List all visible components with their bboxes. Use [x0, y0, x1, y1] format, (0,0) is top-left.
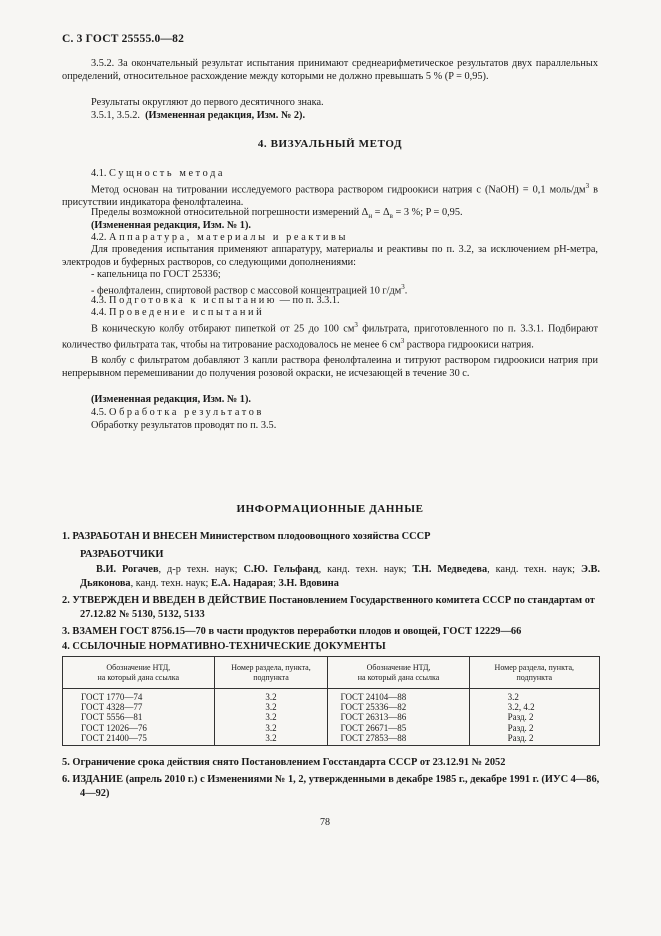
- paragraph-rounding: Результаты округляют до первого десятичного знака.: [91, 97, 324, 108]
- info-item-3: 3. ВЗАМЕН ГОСТ 8756.15—70 в части продуктов переработки плодов и овощей, ГОСТ 12229—66: [62, 626, 522, 637]
- section-4-title: 4. ВИЗУАЛЬНЫЙ МЕТОД: [257, 138, 403, 150]
- page-number: 78: [320, 817, 330, 828]
- superscript-3: 3: [585, 182, 590, 190]
- info-item-2: 2. УТВЕРЖДЕН И ВВЕДЕН В ДЕЙСТВИЕ Постановлением Государственного комитета СССР по стандартам от 27.12.82 № 5130, 5132, 5133: [62, 595, 595, 620]
- developer-2-title: , канд. техн. наук;: [318, 564, 413, 575]
- info-title: ИНФОРМАЦИОННЫЕ ДАННЫЕ: [236, 503, 424, 515]
- table-header-cell: Номер раздела, пункта, подпункта: [469, 657, 599, 689]
- clause-4-3-number: 4.3.: [91, 295, 107, 306]
- developers-list: [80, 563, 600, 591]
- clause-4-5-title: Обработка результатов: [109, 407, 264, 418]
- edit-note-prefix: 3.5.1, 3.5.2.: [91, 110, 140, 121]
- developer-4: Э.В. Дьяконова: [80, 564, 600, 589]
- limits-sub-v: в: [389, 212, 393, 221]
- table-cell: Разд. 2: [469, 712, 599, 722]
- clause-4-2-title: Аппаратура, материалы и реактивы: [109, 232, 349, 243]
- table-cell: 3.2: [214, 689, 328, 703]
- clause-4-2-text: Для проведения испытания применяют аппаратуру, материалы и реактивы по п. 3.2, за исключением pH-метра, электродов и буферных растворов, со следующими дополнениями:: [62, 244, 598, 268]
- clause-4-4-number: 4.4.: [91, 307, 107, 318]
- clause-4-5-text: Обработку результатов проводят по п. 3.5.: [91, 420, 277, 431]
- table-cell: ГОСТ 24104—88: [328, 689, 469, 703]
- table-cell: 3.2: [214, 733, 328, 746]
- table-cell: 3.2: [214, 723, 328, 733]
- clause-4-2-item-1: - капельница по ГОСТ 25336;: [91, 269, 221, 280]
- table-row: [63, 712, 600, 722]
- developer-6: З.Н. Вдовина: [278, 578, 339, 589]
- superscript-3: 3: [400, 337, 405, 346]
- edit-note-3-5: [62, 109, 598, 122]
- clause-4-4-text-a: В коническую колбу отбирают пипеткой от 25 до 100 см: [91, 323, 355, 335]
- table-cell: ГОСТ 26671—85: [328, 723, 469, 733]
- table-header-cell: Обозначение НТД, на который дана ссылка: [328, 657, 469, 689]
- clause-4-5-heading: [62, 406, 598, 419]
- table-cell: ГОСТ 26313—86: [328, 712, 469, 722]
- table-header-cell: Обозначение НТД, на который дана ссылка: [63, 657, 215, 689]
- table-row: [63, 723, 600, 733]
- table-cell: Разд. 2: [469, 733, 599, 746]
- clause-4-4-edit-note: (Измененная редакция, Изм. № 1).: [91, 394, 251, 405]
- table-row: [63, 733, 600, 746]
- info-item-1: 1. РАЗРАБОТАН И ВНЕСЕН Министерством плодоовощного хозяйства СССР: [62, 531, 431, 542]
- table-cell: ГОСТ 21400—75: [63, 733, 215, 746]
- table-cell: 3.2: [214, 712, 328, 722]
- table-header-cell: Номер раздела, пункта, подпункта: [214, 657, 328, 689]
- clause-4-1-text-a: Метод основан на титровании исследуемого раствора раствором гидроокиси натрия c (NaOH) = 0,1 моль/дм: [91, 184, 586, 196]
- clause-4-4-text-b: фильтрата, приготовленного по п. 3.3.1. Подбирают количество фильтрата так, чтобы на титрование расходовалось не менее 6 см: [62, 323, 598, 351]
- paragraph-3-5-2-text: 3.5.2. За окончательный результат испытания принимают среднеарифметическое результатов двух параллельных определений, относительное расхождение между которыми не должно превышать 5 % (P = 0,95).: [62, 58, 598, 82]
- clause-4-1-heading: [62, 167, 598, 180]
- developer-5: Е.А. Надарая: [210, 578, 273, 589]
- table-row: [63, 702, 600, 712]
- clause-4-3-rest: — по п. 3.3.1.: [277, 295, 340, 306]
- developer-1: В.И. Рогачев: [96, 564, 159, 575]
- info-item-6: 6. ИЗДАНИЕ (апрель 2010 г.) с Изменениями № 1, 2, утвержденными в декабре 1985 г., декабре 1991 г. (ИУС 4—86, 4—92): [62, 774, 600, 799]
- table-cell: 3.2: [214, 702, 328, 712]
- table-cell: ГОСТ 12026—76: [63, 723, 215, 733]
- developer-4-title: , канд. техн. наук;: [130, 578, 211, 589]
- edit-note-text: (Измененная редакция, Изм. № 2).: [145, 110, 306, 121]
- clause-4-4-text-c: раствора гидроокиси натрия.: [404, 339, 534, 351]
- superscript-3: 3: [354, 321, 358, 329]
- developer-1-title: , д-р техн. наук;: [158, 564, 244, 575]
- table-cell: ГОСТ 25336—82: [328, 702, 469, 712]
- table-cell: 3.2, 4.2: [469, 702, 599, 712]
- clause-4-1-title: Сущность метода: [109, 168, 226, 179]
- clause-4-1-edit-note: (Измененная редакция, Изм. № 1).: [91, 220, 251, 231]
- clause-4-4-title: Проведение испытаний: [109, 307, 265, 318]
- clause-4-5-number: 4.5.: [91, 407, 107, 418]
- table-cell: ГОСТ 5556—81: [63, 712, 215, 722]
- reference-table: [62, 656, 600, 746]
- item-2-end: .: [404, 285, 408, 297]
- clause-4-4-text: [62, 319, 598, 352]
- paragraph-3-5-2: [62, 57, 598, 83]
- developers-title: РАЗРАБОТЧИКИ: [80, 549, 164, 560]
- info-item-5: 5. Ограничение срока действия снято Постановлением Госстандарта СССР от 23.12.91 № 2052: [62, 757, 506, 768]
- clause-4-1-number: 4.1.: [91, 168, 107, 179]
- clause-4-4-text-2: В колбу с фильтратом добавляют 3 капли раствора фенолфталеина и титруют раствором гидроокиси натрия при непрерывном перемешивании до получения розовой окраски, не исчезающей в течение 30 с.: [62, 355, 598, 379]
- developer-2: С.Ю. Гельфанд: [243, 564, 319, 575]
- info-item-4: 4. ССЫЛОЧНЫЕ НОРМАТИВНО-ТЕХНИЧЕСКИЕ ДОКУМЕНТЫ: [62, 641, 386, 652]
- developer-3-title: , канд. техн. наук;: [487, 564, 581, 575]
- table-header-row: [63, 657, 600, 689]
- limits-text: Пределы возможной относительной погрешности измерений Δ: [91, 207, 369, 218]
- limits-end: = 3 %; P = 0,95.: [392, 207, 463, 218]
- limits-mid: = Δ: [372, 207, 390, 218]
- superscript-3: 3: [401, 283, 405, 291]
- item-2-text: - фенолфталеин, спиртовой раствор с массовой концентрацией 10 г/дм: [91, 285, 402, 297]
- developer-3: Т.Н. Медведева: [412, 564, 488, 575]
- clause-4-4-heading: [62, 306, 598, 319]
- developer-5-sep: ;: [272, 578, 279, 589]
- clause-4-1-text: [62, 180, 598, 209]
- clause-4-2-number: 4.2.: [91, 232, 107, 243]
- table-cell: Разд. 2: [469, 723, 599, 733]
- table-cell: ГОСТ 27853—88: [328, 733, 469, 746]
- limits-sub-n: н: [368, 212, 373, 221]
- table-row: [63, 689, 600, 703]
- clause-4-1-text-b: в присутствии индикатора фенолфталеина.: [62, 184, 598, 209]
- clause-4-3-title: Подготовка к испытанию: [109, 295, 278, 306]
- page-header: С. 3 ГОСТ 25555.0—82: [62, 33, 185, 45]
- table-cell: ГОСТ 4328—77: [63, 702, 215, 712]
- table-cell: 3.2: [469, 689, 599, 703]
- table-cell: ГОСТ 1770—74: [63, 689, 215, 703]
